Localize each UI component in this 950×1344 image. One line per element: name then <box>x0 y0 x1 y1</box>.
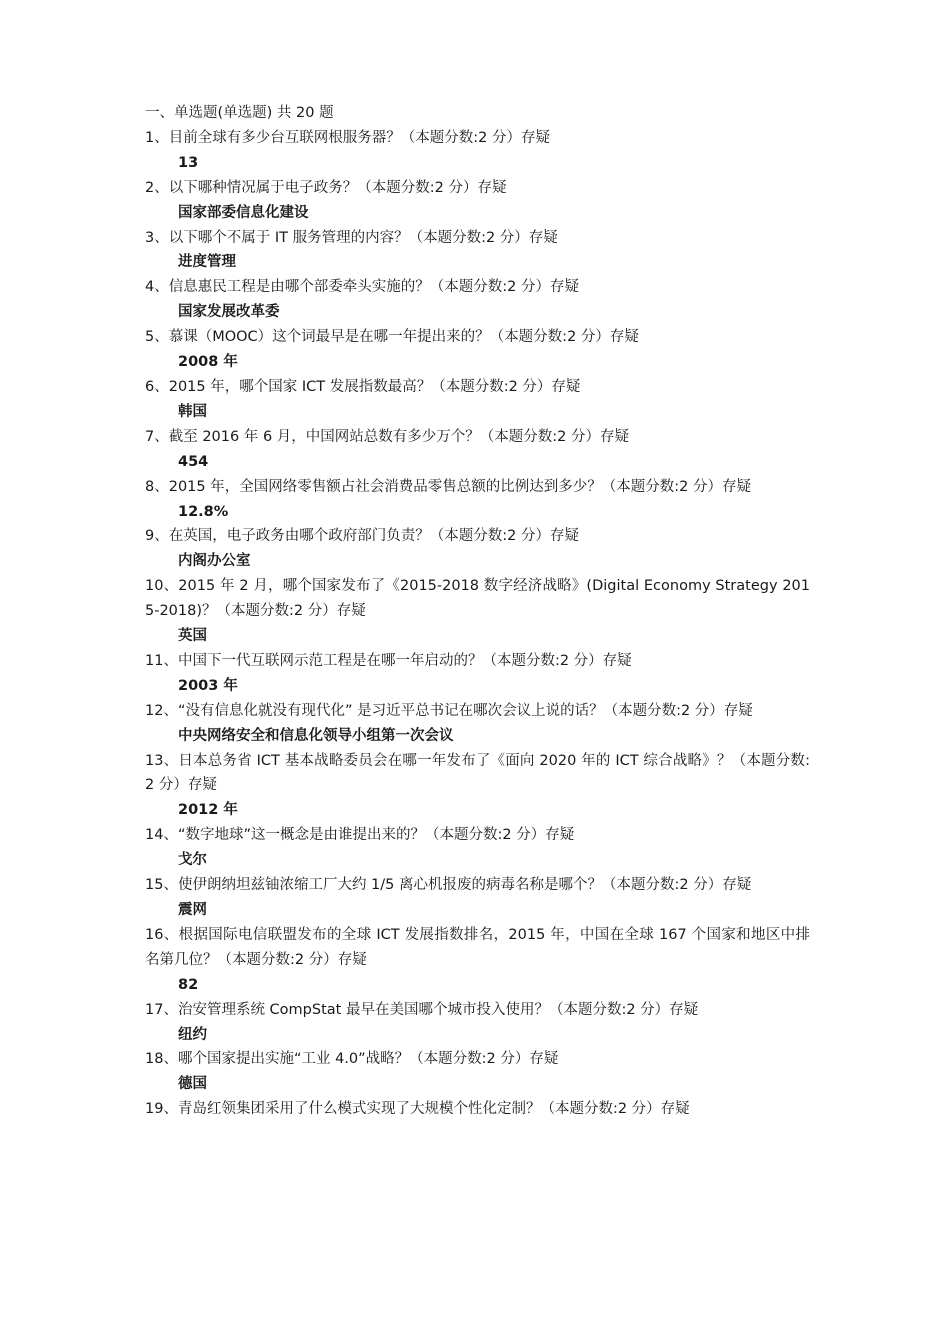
question-13: 13、日本总务省 ICT 基本战略委员会在哪一年发布了《面向 2020 年的 ICT 综合战略》？（本题分数:2 分）存疑 <box>145 752 810 794</box>
question-1: 1、目前全球有多少台互联网根服务器？（本题分数:2 分）存疑 <box>145 129 550 146</box>
answer-2: 国家部委信息化建设 <box>178 204 309 221</box>
question-2: 2、以下哪种情况属于电子政务？（本题分数:2 分）存疑 <box>145 179 507 196</box>
question-18: 18、哪个国家提出实施“工业 4.0”战略？（本题分数:2 分）存疑 <box>145 1051 559 1068</box>
answer-17: 纽约 <box>178 1026 207 1043</box>
question-19: 19、青岛红领集团采用了什么模式实现了大规模个性化定制？（本题分数:2 分）存疑 <box>145 1101 690 1118</box>
answer-12: 中央网络安全和信息化领导小组第一次会议 <box>178 727 454 744</box>
question-15: 15、使伊朗纳坦兹铀浓缩工厂大约 1/5 离心机报废的病毒名称是哪个？（本题分数:2 分）存疑 <box>145 877 752 894</box>
answer-5: 2008 年 <box>178 354 238 371</box>
question-8: 8、2015 年，全国网络零售额占社会消费品零售总额的比例达到多少？（本题分数:2 分）存疑 <box>145 478 751 495</box>
question-list <box>145 101 810 1122</box>
answer-18: 德国 <box>178 1076 207 1093</box>
answer-11: 2003 年 <box>178 677 238 694</box>
question-5: 5、慕课（MOOC）这个词最早是在哪一年提出来的？（本题分数:2 分）存疑 <box>145 329 639 346</box>
answer-8: 12.8% <box>178 503 229 520</box>
answer-10: 英国 <box>178 628 207 645</box>
question-9: 9、在英国，电子政务由哪个政府部门负责？（本题分数:2 分）存疑 <box>145 528 579 545</box>
section-header: 一、单选题(单选题) 共 20 题 <box>145 105 334 121</box>
question-3: 3、以下哪个不属于 IT 服务管理的内容？（本题分数:2 分）存疑 <box>145 229 558 246</box>
answer-14: 戈尔 <box>178 852 207 869</box>
question-12: 12、“没有信息化就没有现代化” 是习近平总书记在哪次会议上说的话？（本题分数:2 分）存疑 <box>145 702 753 719</box>
answer-9: 内阁办公室 <box>178 553 251 570</box>
answer-7: 454 <box>178 453 209 470</box>
answer-16: 82 <box>178 976 199 993</box>
question-11: 11、中国下一代互联网示范工程是在哪一年启动的？（本题分数:2 分）存疑 <box>145 652 632 669</box>
question-16: 16、根据国际电信联盟发布的全球 ICT 发展指数排名，2015 年，中国在全球 167 个国家和地区中排名第几位？（本题分数:2 分）存疑 <box>145 926 810 968</box>
question-7: 7、截至 2016 年 6 月，中国网站总数有多少万个？（本题分数:2 分）存疑 <box>145 428 630 445</box>
answer-13: 2012 年 <box>178 802 238 819</box>
question-14: 14、“数字地球”这一概念是由谁提出来的？（本题分数:2 分）存疑 <box>145 827 575 844</box>
answer-15: 震网 <box>178 902 207 918</box>
question-4: 4、信息惠民工程是由哪个部委牵头实施的？（本题分数:2 分）存疑 <box>145 279 579 296</box>
answer-1: 13 <box>178 154 199 171</box>
question-10: 10、2015 年 2 月，哪个国家发布了《2015-2018 数字经济战略》(Digital Economy Strategy 2015-2018)？（本题分数:2 分）存疑 <box>145 578 810 620</box>
question-17: 17、治安管理系统 CompStat 最早在美国哪个城市投入使用？（本题分数:2 分）存疑 <box>145 1001 699 1018</box>
answer-4: 国家发展改革委 <box>178 304 280 321</box>
question-6: 6、2015 年，哪个国家 ICT 发展指数最高？（本题分数:2 分）存疑 <box>145 378 581 395</box>
answer-6: 韩国 <box>178 403 207 420</box>
answer-3: 进度管理 <box>178 254 236 271</box>
